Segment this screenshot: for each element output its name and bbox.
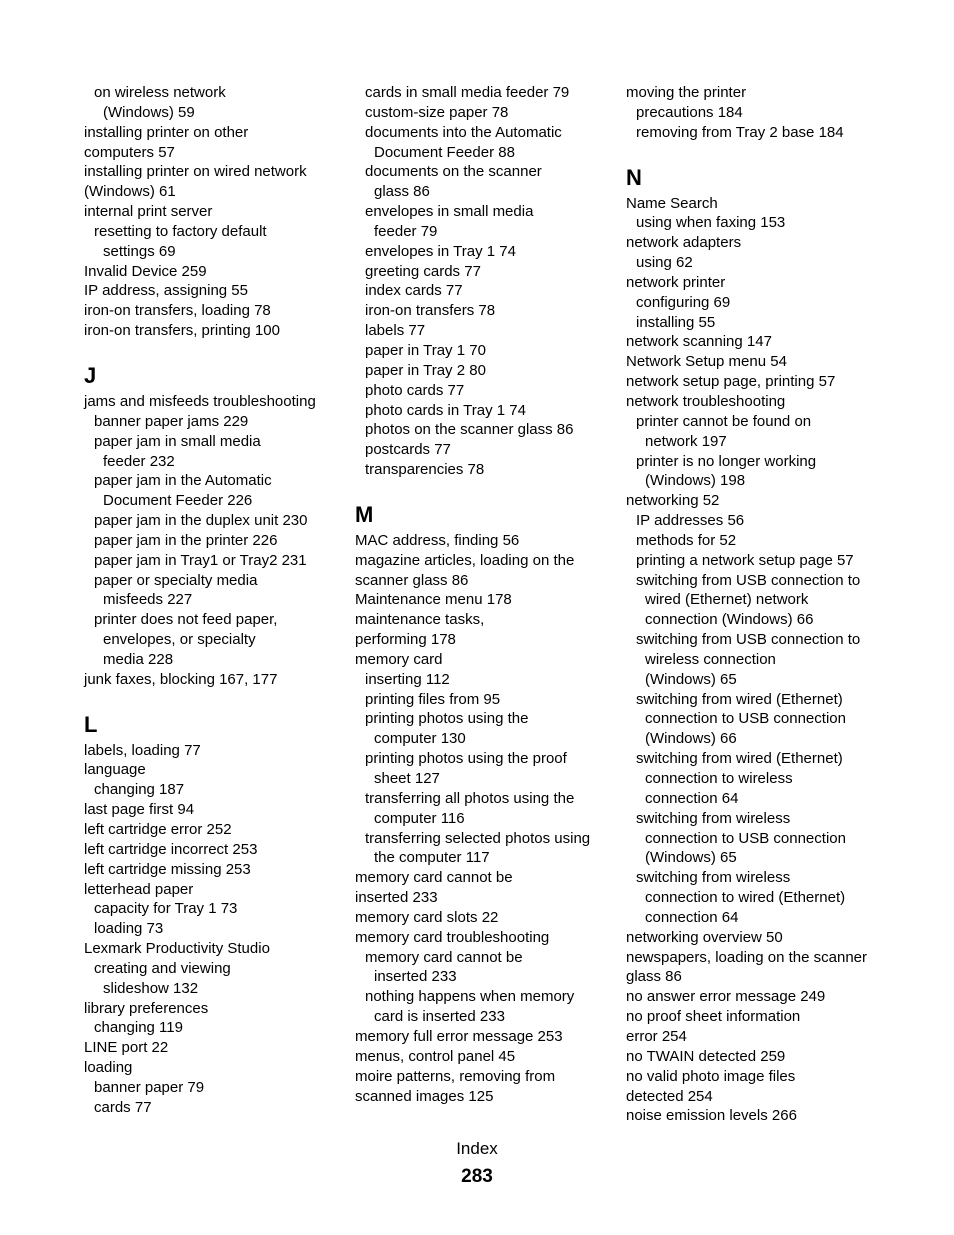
index-subentry: paper or specialty media bbox=[94, 571, 258, 589]
index-subentry: paper jam in small media bbox=[94, 432, 261, 450]
index-subentry: nothing happens when memory bbox=[365, 988, 575, 1006]
index-subentry: paper in Tray 2 80 bbox=[365, 361, 486, 379]
index-subentry: switching from USB connection to bbox=[636, 571, 861, 589]
index-subentry: wireless connection bbox=[645, 650, 776, 668]
index-subentry: envelopes in small media bbox=[365, 203, 534, 221]
index-entry: memory card bbox=[355, 650, 443, 668]
index-subentry: (Windows) 59 bbox=[103, 103, 195, 121]
index-entry: memory card troubleshooting bbox=[355, 928, 550, 946]
index-subentry: banner paper 79 bbox=[94, 1078, 205, 1096]
index-entry: Invalid Device 259 bbox=[84, 262, 207, 280]
index-entry: network setup page, printing 57 bbox=[626, 373, 836, 391]
index-entry: memory card cannot be bbox=[355, 869, 513, 887]
index-subentry: configuring 69 bbox=[636, 293, 731, 311]
index-subentry: capacity for Tray 1 73 bbox=[94, 900, 238, 918]
index-entry: MAC address, finding 56 bbox=[355, 531, 520, 549]
index-entry: junk faxes, blocking 167, 177 bbox=[84, 670, 278, 688]
index-entry: networking overview 50 bbox=[626, 928, 783, 946]
index-subentry: envelopes in Tray 1 74 bbox=[365, 242, 516, 260]
index-subentry: transparencies 78 bbox=[365, 461, 485, 479]
index-subentry: printing a network setup page 57 bbox=[636, 551, 854, 569]
index-entry: glass 86 bbox=[626, 968, 682, 986]
index-entry: Name Search bbox=[626, 194, 718, 212]
index-subentry: the computer 117 bbox=[374, 849, 490, 867]
index-subentry: postcards 77 bbox=[365, 441, 451, 459]
index-subentry: Document Feeder 226 bbox=[103, 492, 253, 510]
page-number: 283 bbox=[461, 1166, 493, 1187]
index-entry: scanner glass 86 bbox=[355, 571, 469, 589]
index-subentry: switching from wireless bbox=[636, 809, 791, 827]
index-entry: iron-on transfers, loading 78 bbox=[84, 302, 271, 320]
index-subentry: connection to USB connection bbox=[645, 710, 846, 728]
index-subentry: paper in Tray 1 70 bbox=[365, 341, 486, 359]
index-subentry: transferring selected photos using bbox=[365, 829, 591, 847]
index-entry: performing 178 bbox=[355, 631, 456, 649]
index-subentry: photos on the scanner glass 86 bbox=[365, 421, 574, 439]
index-entry: newspapers, loading on the scanner bbox=[626, 948, 867, 966]
index-subentry: printing photos using the proof bbox=[365, 750, 567, 768]
index-subentry: inserted 233 bbox=[374, 968, 457, 986]
index-entry: network scanning 147 bbox=[626, 333, 772, 351]
index-entry: error 254 bbox=[626, 1027, 687, 1045]
index-subentry: iron-on transfers 78 bbox=[365, 302, 496, 320]
index-subentry: inserting 112 bbox=[365, 670, 450, 688]
index-subentry: paper jam in Tray1 or Tray2 231 bbox=[94, 551, 307, 569]
index-subentry: computer 130 bbox=[374, 730, 466, 748]
index-entry: network troubleshooting bbox=[626, 392, 786, 410]
index-entry: letterhead paper bbox=[84, 880, 194, 898]
index-entry: last page first 94 bbox=[84, 801, 195, 819]
index-section-letter: J bbox=[84, 362, 97, 388]
index-subentry: sheet 127 bbox=[374, 770, 440, 787]
index-subentry: cards 77 bbox=[94, 1098, 152, 1116]
index-column-3 bbox=[626, 83, 896, 1126]
index-entry: detected 254 bbox=[626, 1087, 713, 1105]
index-subentry: photo cards in Tray 1 74 bbox=[365, 401, 526, 419]
index-entry: memory card slots 22 bbox=[355, 908, 499, 926]
index-subentry: envelopes, or specialty bbox=[103, 631, 256, 649]
index-entry: left cartridge incorrect 253 bbox=[84, 840, 258, 858]
index-subentry: paper jam in the printer 226 bbox=[94, 531, 278, 549]
index-entry: no answer error message 249 bbox=[626, 988, 826, 1006]
index-entry: Network Setup menu 54 bbox=[626, 353, 787, 371]
index-entry: labels, loading 77 bbox=[84, 741, 201, 759]
index-subentry: (Windows) 66 bbox=[645, 730, 737, 748]
index-entry: network printer bbox=[626, 273, 726, 291]
index-entry: magazine articles, loading on the bbox=[355, 551, 575, 569]
index-entry: noise emission levels 266 bbox=[626, 1107, 797, 1125]
index-entry: computers 57 bbox=[84, 143, 175, 161]
index-entry: networking 52 bbox=[626, 492, 720, 510]
index-entry: Maintenance menu 178 bbox=[355, 591, 512, 609]
index-entry: library preferences bbox=[84, 999, 209, 1017]
index-subentry: removing from Tray 2 base 184 bbox=[636, 123, 844, 141]
index-subentry: connection to wired (Ethernet) bbox=[645, 889, 846, 907]
index-section-letter: L bbox=[84, 711, 98, 737]
index-subentry: printing photos using the bbox=[365, 710, 529, 728]
index-subentry: switching from wired (Ethernet) bbox=[636, 690, 843, 708]
index-subentry: switching from USB connection to bbox=[636, 631, 861, 649]
index-entry: network adapters bbox=[626, 234, 742, 252]
index-subentry: paper jam in the Automatic bbox=[94, 472, 272, 490]
index-subentry: connection 64 bbox=[645, 789, 739, 807]
index-subentry: loading 73 bbox=[94, 920, 164, 938]
index-subentry: methods for 52 bbox=[636, 531, 737, 549]
index-entry: iron-on transfers, printing 100 bbox=[84, 322, 280, 340]
index-subentry: switching from wireless bbox=[636, 869, 791, 887]
index-subentry: network 197 bbox=[645, 432, 727, 450]
index-subentry: changing 187 bbox=[94, 781, 185, 799]
index-entry: inserted 233 bbox=[355, 889, 438, 907]
index-subentry: wired (Ethernet) network bbox=[645, 591, 809, 609]
index-entry: memory full error message 253 bbox=[355, 1027, 563, 1045]
index-subentry: banner paper jams 229 bbox=[94, 412, 249, 430]
index-subentry: printer cannot be found on bbox=[636, 412, 812, 430]
index-subentry: Document Feeder 88 bbox=[374, 143, 515, 161]
index-subentry: changing 119 bbox=[94, 1019, 183, 1037]
index-subentry: glass 86 bbox=[374, 183, 430, 201]
index-subentry: creating and viewing bbox=[94, 959, 231, 977]
footer-section-title: Index bbox=[456, 1139, 498, 1158]
index-section-letter: N bbox=[626, 164, 642, 190]
index-subentry: memory card cannot be bbox=[365, 948, 523, 966]
index-subentry: connection to wireless bbox=[645, 770, 793, 787]
index-entry: scanned images 125 bbox=[355, 1087, 494, 1105]
index-subentry: photo cards 77 bbox=[365, 381, 465, 399]
index-entry: installing printer on other bbox=[84, 123, 249, 141]
index-subentry: using when faxing 153 bbox=[636, 214, 786, 232]
index-subentry: misfeeds 227 bbox=[103, 591, 193, 609]
index-subentry: switching from wired (Ethernet) bbox=[636, 750, 843, 768]
index-subentry: resetting to factory default bbox=[94, 222, 267, 240]
index-entry: no TWAIN detected 259 bbox=[626, 1047, 786, 1065]
index-subentry: printer is no longer working bbox=[636, 452, 817, 470]
index-subentry: media 228 bbox=[103, 650, 174, 668]
index-subentry: (Windows) 198 bbox=[645, 472, 746, 490]
index-subentry: on wireless network bbox=[94, 84, 226, 101]
index-subentry: custom-size paper 78 bbox=[365, 103, 509, 121]
index-subentry: feeder 79 bbox=[374, 222, 438, 240]
index-subentry: computer 116 bbox=[374, 809, 465, 827]
index-subentry: labels 77 bbox=[365, 322, 426, 340]
index-entry: internal print server bbox=[84, 203, 213, 221]
index-entry: left cartridge error 252 bbox=[84, 821, 232, 838]
index-subentry: installing 55 bbox=[636, 313, 716, 331]
index-entry: no proof sheet information bbox=[626, 1008, 801, 1026]
index-subentry: using 62 bbox=[636, 254, 693, 272]
index-subentry: feeder 232 bbox=[103, 452, 175, 470]
index-subentry: cards in small media feeder 79 bbox=[365, 84, 570, 101]
index-entry: installing printer on wired network bbox=[84, 163, 307, 181]
index-subentry: transferring all photos using the bbox=[365, 789, 575, 807]
index-subentry: printer does not feed paper, bbox=[94, 611, 278, 629]
index-subentry: connection (Windows) 66 bbox=[645, 611, 814, 629]
index-entry: jams and misfeeds troubleshooting bbox=[84, 392, 316, 410]
index-entry: language bbox=[84, 761, 146, 779]
index-entry: no valid photo image files bbox=[626, 1067, 796, 1085]
index-subentry: printing files from 95 bbox=[365, 690, 501, 708]
index-subentry: card is inserted 233 bbox=[374, 1008, 505, 1026]
index-subentry: index cards 77 bbox=[365, 282, 463, 300]
index-entry: moire patterns, removing from bbox=[355, 1067, 556, 1085]
index-section-letter: M bbox=[355, 501, 374, 527]
index-entry: loading bbox=[84, 1059, 133, 1077]
index-subentry: connection 64 bbox=[645, 908, 739, 926]
index-entry: (Windows) 61 bbox=[84, 183, 176, 201]
index-subentry: (Windows) 65 bbox=[645, 670, 737, 688]
index-subentry: settings 69 bbox=[103, 242, 176, 260]
index-column-1 bbox=[84, 83, 346, 1118]
index-subentry: documents on the scanner bbox=[365, 163, 542, 181]
index-subentry: (Windows) 65 bbox=[645, 849, 737, 867]
index-subentry: slideshow 132 bbox=[103, 979, 199, 997]
index-subentry: paper jam in the duplex unit 230 bbox=[94, 512, 308, 530]
index-subentry: documents into the Automatic bbox=[365, 123, 562, 141]
index-entry: maintenance tasks, bbox=[355, 611, 485, 629]
index-column-2 bbox=[355, 83, 617, 1106]
index-entry: IP address, assigning 55 bbox=[84, 282, 248, 300]
index-entry: menus, control panel 45 bbox=[355, 1047, 516, 1065]
index-entry: left cartridge missing 253 bbox=[84, 860, 251, 878]
index-subentry: IP addresses 56 bbox=[636, 512, 745, 530]
index-subentry: connection to USB connection bbox=[645, 829, 846, 847]
index-subentry: greeting cards 77 bbox=[365, 262, 481, 280]
index-entry: LINE port 22 bbox=[84, 1039, 169, 1057]
index-entry: Lexmark Productivity Studio bbox=[84, 940, 270, 958]
index-subentry: precautions 184 bbox=[636, 103, 743, 121]
index-entry: moving the printer bbox=[626, 84, 747, 101]
